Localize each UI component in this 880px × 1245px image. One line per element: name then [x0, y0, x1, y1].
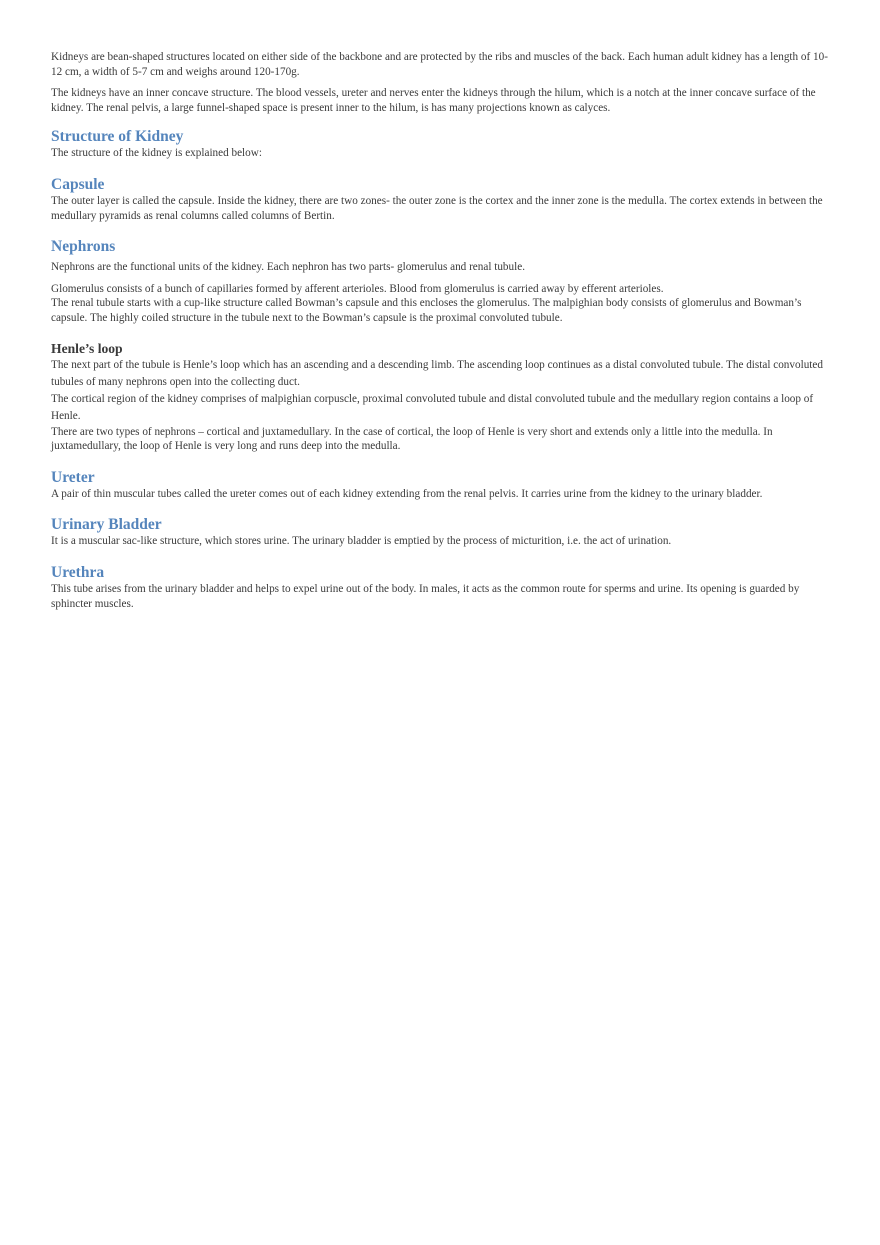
ureter-heading: Ureter — [51, 468, 95, 486]
capsule-paragraph: The outer layer is called the capsule. Inside the kidney, there are two zones- the outer zone is the cortex and the inner zone is the medulla. The cortex extends in between the medullary pyramids as renal columns called columns of Bertin. — [51, 194, 823, 222]
structure-heading: Structure of Kidney — [51, 128, 184, 146]
ureter-section — [51, 469, 836, 502]
nephrons-section — [51, 238, 836, 325]
urethra-heading: Urethra — [51, 563, 105, 581]
nephrons-paragraph-3: The renal tubule starts with a cup-like structure called Bowman’s capsule and this encloses the glomerulus. The malpighian body consists of glomerulus and Bowman’s capsule. The highly coiled structure in the tubule next to the Bowman’s capsule is the proximal convoluted tubule. — [51, 297, 802, 324]
bladder-paragraph: It is a muscular sac-like structure, which stores urine. The urinary bladder is emptied by the process of micturition, i.e. the act of urination. — [51, 535, 672, 548]
urethra-paragraph: This tube arises from the urinary bladder and helps to expel urine out of the body. In males, it acts as the common route for sperms and urine. Its opening is guarded by sphincter muscles. — [51, 582, 800, 610]
intro-paragraph-2: The kidneys have an inner concave structure. The blood vessels, ureter and nerves enter the kidneys through the hilum, which is a notch at the inner concave surface of the kidney. The renal pelvis, a large funnel-shaped space is present inner to the hilum, is has many projections known as calyces. — [51, 87, 816, 114]
capsule-heading: Capsule — [51, 175, 105, 193]
bladder-heading: Urinary Bladder — [51, 516, 162, 534]
nephrons-paragraph-2: Glomerulus consists of a bunch of capillaries formed by afferent arterioles. Blood from glomerulus is carried away by efferent arterioles. — [51, 282, 664, 295]
document-page — [51, 50, 836, 611]
intro-section — [51, 50, 836, 115]
ureter-paragraph: A pair of thin muscular tubes called the ureter comes out of each kidney extending from the renal pelvis. It carries urine from the kidney to the urinary bladder. — [51, 487, 763, 500]
nephrons-paragraph-1: Nephrons are the functional units of the kidney. Each nephron has two parts- glomerulus and renal tubule. — [51, 261, 525, 274]
henle-paragraph-2: The cortical region of the kidney comprises of malpighian corpuscle, proximal convoluted tubule and distal convoluted tubule and the medullary region contains a loop of Henle. — [51, 392, 814, 422]
capsule-section — [51, 176, 836, 223]
bladder-section — [51, 516, 836, 549]
henle-heading: Henle’s loop — [51, 340, 123, 356]
henle-section — [51, 341, 836, 454]
structure-paragraph: The structure of the kidney is explained below: — [51, 147, 262, 160]
henle-paragraph-1: The next part of the tubule is Henle’s loop which has an ascending and a descending limb. The ascending loop continues as a distal convoluted tubule. The distal convoluted tubules of many nephrons open into the collecting duct. — [51, 358, 823, 388]
henle-paragraph-3: There are two types of nephrons – cortical and juxtamedullary. In the case of cortical, the loop of Henle is very short and extends only a little into the medulla. In juxtamedullary, the loop of Henle is very long and runs deep into the medulla. — [51, 425, 773, 453]
intro-paragraph-1: Kidneys are bean-shaped structures located on either side of the backbone and are protected by the ribs and muscles of the back. Each human adult kidney has a length of 10-12 cm, a width of 5-7 cm and weighs around 120-170g. — [51, 51, 828, 78]
urethra-section — [51, 564, 836, 611]
structure-section — [51, 128, 836, 161]
nephrons-heading: Nephrons — [51, 238, 116, 256]
